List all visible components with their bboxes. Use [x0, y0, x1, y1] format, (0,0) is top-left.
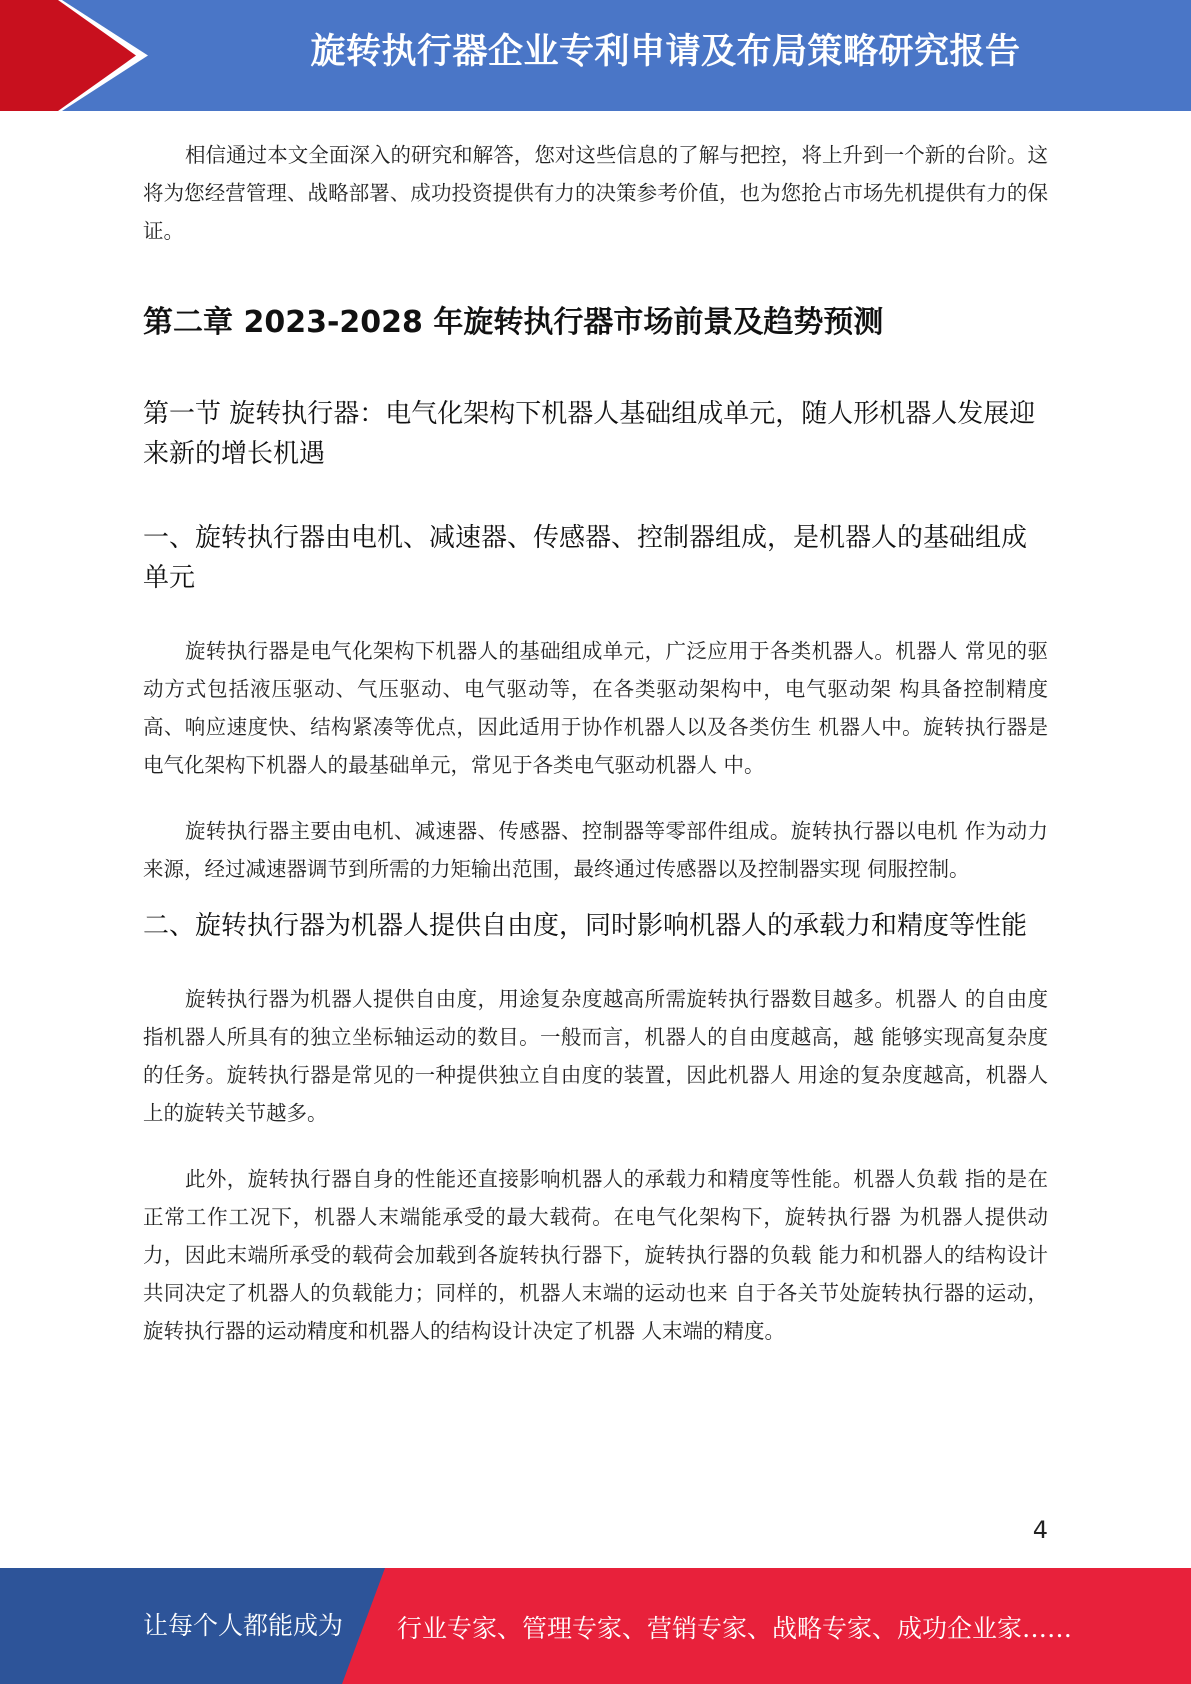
section-title: 第一节 旋转执行器：电气化架构下机器人基础组成单元，随人形机器人发展迎来新的增长机遇: [143, 399, 1036, 469]
chapter-title: 第二章 2023-2028 年旋转执行器市场前景及趋势预测: [143, 305, 884, 340]
document-body: [143, 136, 1048, 1350]
paragraph: 旋转执行器为机器人提供自由度，用途复杂度越高所需旋转执行器数目越多。机器人 的自由度指机器人所具有的独立坐标轴运动的数目。一般而言，机器人的自由度越高，越 能够实现高复杂度的任务。旋转执行器是常见的一种提供独立自由度的装置，因此机器人 用途的复杂度越高，机器人上的旋转关节越多。: [143, 987, 1048, 1125]
paragraph: 此外，旋转执行器自身的性能还直接影响机器人的承载力和精度等性能。机器人负载 指的是在正常工作工况下，机器人末端能承受的最大载荷。在电气化架构下，旋转执行器 为机器人提供动力，因此末端所承受的载荷会加载到各旋转执行器下，旋转执行器的负载 能力和机器人的结构设计共同决定了机器人的负载能力；同样的，机器人末端的运动也来 自于各关节处旋转执行器的运动，旋转执行器的运动精度和机器人的结构设计决定了机器 人末端的精度。: [143, 1167, 1048, 1343]
footer-slogan-left: 让每个人都能成为: [143, 1611, 344, 1640]
intro-paragraph: 相信通过本文全面深入的研究和解答，您对这些信息的了解与把控，将上升到一个新的台阶。这将为您经营管理、战略部署、成功投资提供有力的决策参考价值，也为您抢占市场先机提供有力的保证。: [143, 143, 1048, 243]
footer-slogan-right: 行业专家、管理专家、营销专家、战略专家、成功企业家……: [397, 1614, 1073, 1643]
report-title: 旋转执行器企业专利申请及布局策略研究报告: [310, 32, 1021, 72]
paragraph: 旋转执行器主要由电机、减速器、传感器、控制器等零部件组成。旋转执行器以电机 作为动力来源，经过减速器调节到所需的力矩输出范围，最终通过传感器以及控制器实现 伺服控制。: [143, 819, 1048, 881]
page-number: 4: [1032, 1516, 1048, 1544]
page-header: [0, 0, 1191, 111]
subsection-title-1: 一、旋转执行器由电机、减速器、传感器、控制器组成，是机器人的基础组成 单元: [143, 523, 1028, 593]
paragraph: 旋转执行器是电气化架构下机器人的基础组成单元，广泛应用于各类机器人。机器人 常见的驱动方式包括液压驱动、气压驱动、电气驱动等，在各类驱动架构中，电气驱动架 构具备控制精度高、响应速度快、结构紧凑等优点，因此适用于协作机器人以及各类仿生 机器人中。旋转执行器是电气化架构下机器人的最基础单元，常见于各类电气驱动机器人 中。: [143, 639, 1048, 777]
page-footer: [0, 1568, 1191, 1684]
header-chevron-decoration: [0, 0, 150, 111]
subsection-title-2: 二、旋转执行器为机器人提供自由度，同时影响机器人的承载力和精度等性能: [143, 911, 1028, 941]
